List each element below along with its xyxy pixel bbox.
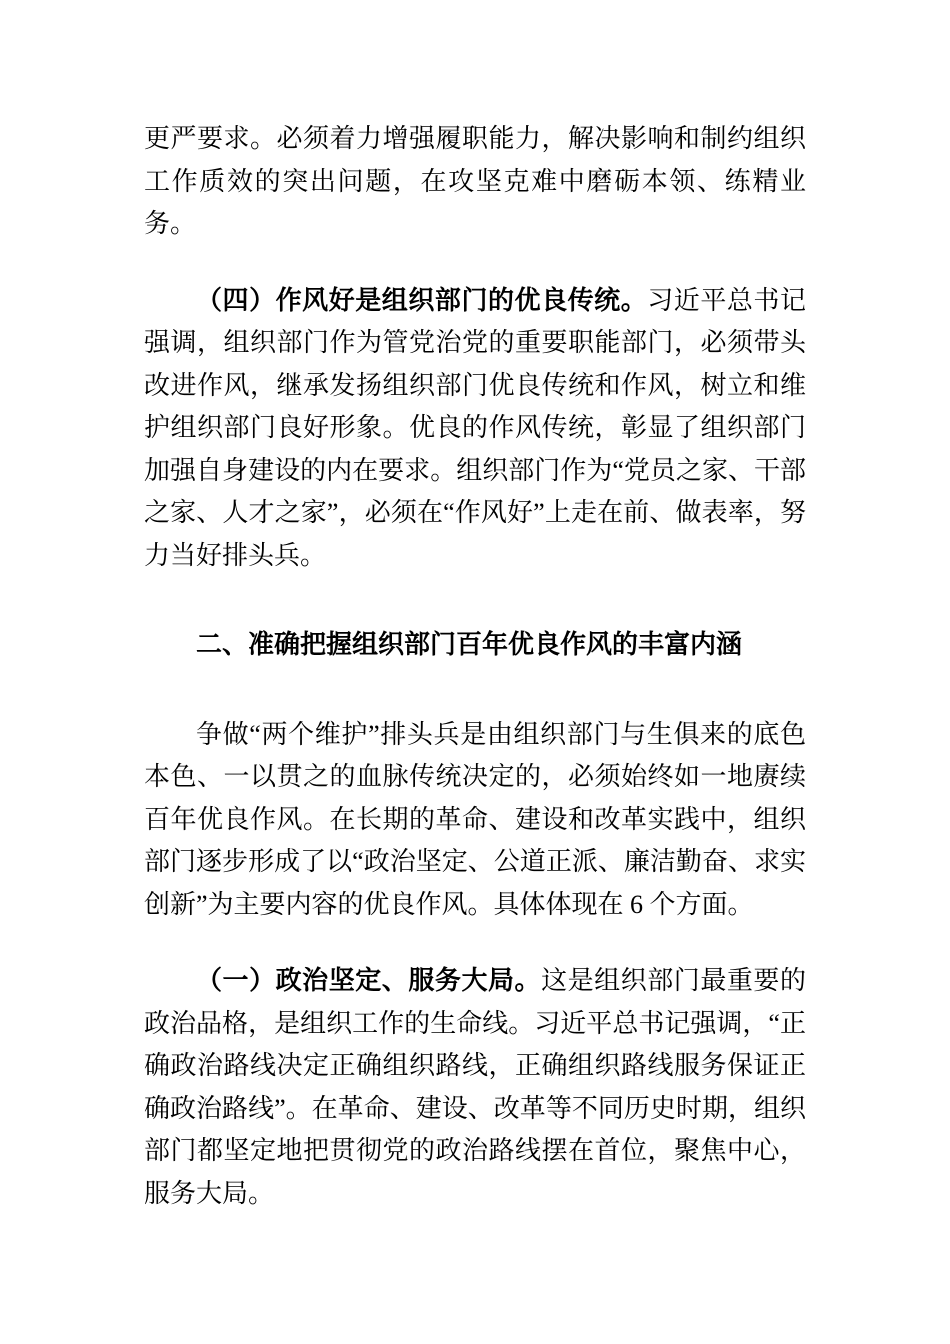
paragraph [144,118,806,246]
text-run: 习近平总书记强调，组织部门作为管党治党的重要职能部门，必须带头改进作风，继承发扬组织部门优良传统和作风，树立和维护组织部门良好形象。优良的作风传统，彰显了组织部门加强自身建设的内在要求。组织部门作为“党员之家、干部之家、人才之家”，必须在“作风好”上走在前、做表率，努力当好排头兵。 [144,285,806,570]
bold-text-run: （一）政治坚定、服务大局。 [196,966,542,995]
text-run: 更严要求。必须着力增强履职能力，解决影响和制约组织工作质效的突出问题，在攻坚克难中磨砺本领、练精业务。 [144,124,806,238]
paragraph [144,960,806,1215]
text-run: 这是组织部门最重要的政治品格，是组织工作的生命线。习近平总书记强调，“正确政治路线决定正确组织路线，正确组织路线服务保证正确政治路线”。在革命、建设、改革等不同历史时期，组织部门都坚定地把贯彻党的政治路线摆在首位，聚焦中心，服务大局。 [144,966,806,1208]
text-run: 争做“两个维护”排头兵是由组织部门与生俱来的底色本色、一以贯之的血脉传统决定的，必须始终如一地赓续百年优良作风。在长期的革命、建设和改革实践中，组织部门逐步形成了以“政治坚定、公道正派、廉洁勤奋、求实创新”为主要内容的优良作风。具体体现在 6 个方面。 [144,719,806,919]
document-body [144,118,806,1215]
section-heading [144,624,806,667]
paragraph [144,714,806,927]
bold-text-run: 二、准确把握组织部门百年优良作风的丰富内涵 [196,630,743,659]
paragraph [144,280,806,578]
bold-text-run: （四）作风好是组织部门的优良传统。 [196,285,648,315]
